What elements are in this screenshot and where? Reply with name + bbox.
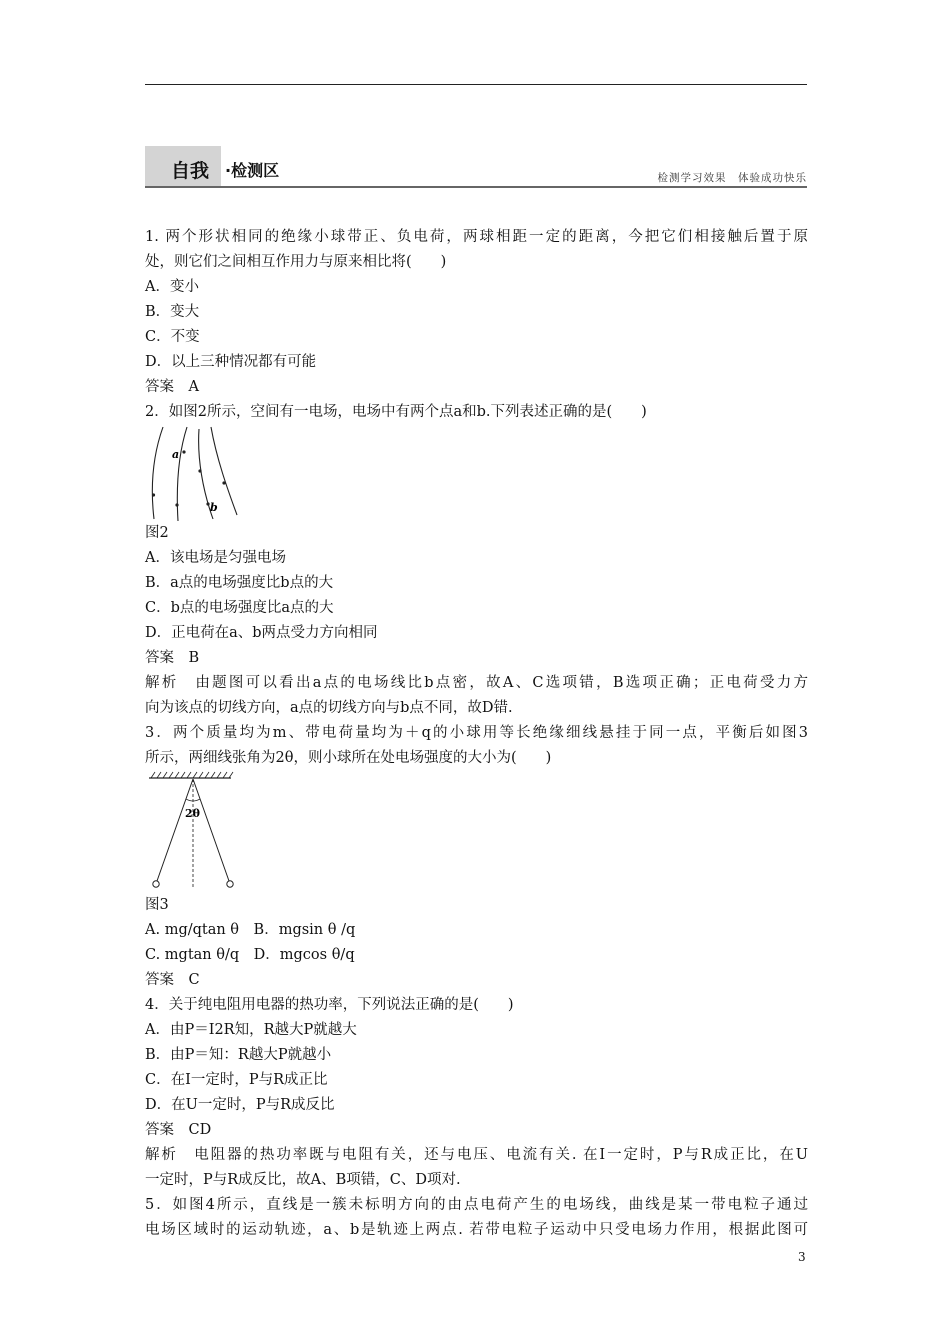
figure-3-caption: 图3	[145, 897, 169, 913]
right-ball	[227, 881, 233, 887]
section-title: 自我	[171, 160, 210, 182]
field-line-dot	[152, 493, 155, 496]
q4-option-d: D．在U一定时，P与R成反比	[145, 1097, 335, 1113]
header-rule	[145, 84, 807, 85]
q4-answer: 答案 CD	[145, 1122, 212, 1138]
q2-analysis-line1: 解析 由题图可以看出a点的电场线比b点密，故A、C选项错，B选项正确；正电荷受力方	[145, 675, 808, 691]
q1-option-d: D．以上三种情况都有可能	[145, 354, 317, 370]
q2-option-a: A．该电场是匀强电场	[145, 550, 286, 566]
q2-analysis-line2: 向为该点的切线方向，a点的切线方向与b点不同，故D错.	[145, 700, 513, 716]
field-line-dot	[175, 503, 178, 506]
angle-label: 2θ	[185, 807, 200, 820]
right-thread	[193, 779, 229, 881]
q5-stem-line1: 5．如图4所示，直线是一簇未标明方向的由点电荷产生的电场线，曲线是某一带电粒子通过	[145, 1197, 808, 1213]
banner-rule	[145, 186, 807, 188]
q4-stem: 4．关于纯电阻用电器的热功率，下列说法正确的是( )	[145, 997, 514, 1013]
q3-answer: 答案 C	[145, 972, 200, 988]
q5-stem-line2: 电场区域时的运动轨迹，a、b是轨迹上两点. 若带电粒子运动中只受电场力作用，根据此图可	[145, 1222, 808, 1238]
q2-option-d: D．正电荷在a、b两点受力方向相同	[145, 625, 378, 641]
q4-option-c: C．在I一定时，P与R成正比	[145, 1072, 328, 1088]
point-a-label: a	[172, 448, 180, 461]
q1-stem-line1: 1. 两个形状相同的绝缘小球带正、负电荷，两球相距一定的距离，今把它们相接触后置于原	[145, 229, 808, 245]
field-line-1	[152, 427, 163, 519]
left-ball	[153, 881, 159, 887]
section-slogan: 检测学习效果 体验成功快乐	[657, 172, 807, 184]
q2-answer: 答案 B	[145, 650, 200, 666]
q1-answer: 答案 A	[145, 379, 199, 395]
q3-stem-line2: 所示，两细线张角为2θ，则小球所在处电场强度的大小为( )	[145, 750, 552, 766]
page-number: 3	[798, 1250, 806, 1264]
section-subtitle: ·检测区	[225, 161, 280, 180]
point-a-dot	[182, 450, 185, 453]
left-thread	[157, 779, 193, 881]
document-body	[145, 225, 808, 1243]
section-banner	[145, 146, 807, 188]
q4-analysis-line2: 一定时，P与R成反比，故A、B项错，C、D项对.	[145, 1172, 461, 1188]
field-line-dot	[198, 469, 201, 472]
q2-option-c: C．b点的电场强度比a点的大	[145, 600, 334, 616]
q1-option-c: C．不变	[145, 329, 200, 345]
q4-analysis-line1: 解析 电阻器的热功率既与电阻有关，还与电压、电流有关. 在I一定时，P与R成正比，在U	[145, 1147, 808, 1163]
q2-stem: 2．如图2所示，空间有一电场，电场中有两个点a和b.下列表述正确的是( )	[145, 404, 647, 420]
field-line-dot	[222, 481, 225, 484]
figure-2-field-lines	[145, 425, 245, 521]
point-b-label: b	[210, 501, 218, 514]
field-line-2	[177, 427, 187, 521]
q4-option-a: A．由P＝I2R知，R越大P就越大	[145, 1022, 357, 1038]
q1-option-a: A．变小	[145, 279, 199, 295]
q2-option-b: B．a点的电场强度比b点的大	[145, 575, 334, 591]
q3-stem-line1: 3．两个质量均为m、带电荷量均为＋q的小球用等长绝缘细线悬挂于同一点，平衡后如图3	[145, 725, 808, 741]
q1-option-b: B．变大	[145, 304, 200, 320]
q1-stem-line2: 处，则它们之间相互作用力与原来相比将( )	[145, 254, 447, 270]
q3-options-cd: C. mgtan θ/q D．mgcos θ/q	[145, 947, 355, 963]
figure-2-caption: 图2	[145, 525, 169, 541]
q4-option-b: B．由P＝知：R越大P就越小	[145, 1047, 332, 1063]
q3-options-ab: A. mg/qtan θ B．mgsin θ /q	[145, 922, 356, 938]
figure-3-pendulums	[145, 771, 245, 893]
